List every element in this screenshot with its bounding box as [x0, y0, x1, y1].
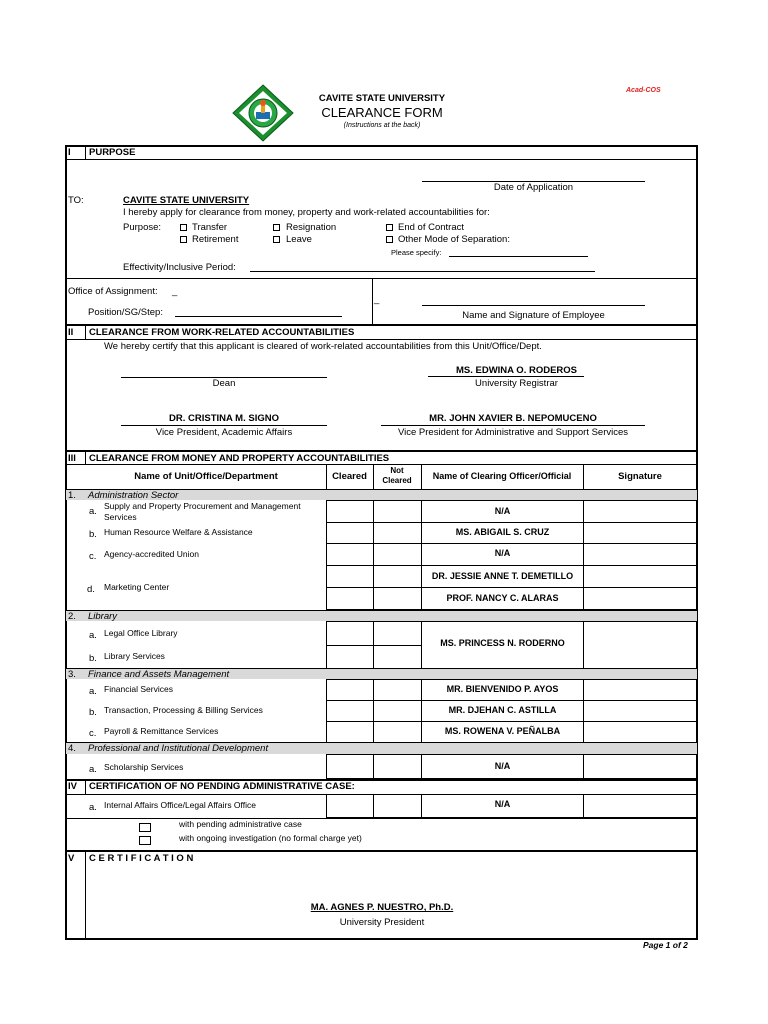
row-3a-cleared-cell[interactable] — [326, 679, 374, 701]
row-3a-not-cleared-cell[interactable] — [373, 679, 422, 701]
vpaa-name: DR. CRISTINA M. SIGNO — [169, 413, 279, 424]
row-1a-label-2: Services — [104, 512, 137, 522]
row-4a-letter: a. — [89, 764, 97, 775]
row-3c-not-cleared-cell[interactable] — [373, 721, 422, 743]
section1-title: PURPOSE — [89, 147, 136, 158]
leave-checkbox[interactable] — [273, 236, 280, 243]
row-1d2-not-cleared-cell[interactable] — [373, 587, 422, 610]
row-1b-officer: MS. ABIGAIL S. CRUZ — [455, 527, 550, 537]
row-1c-cleared-cell[interactable] — [326, 543, 374, 566]
row-3c-label: Payroll & Remittance Services — [104, 726, 219, 736]
section2-certify-text: We hereby certify that this applicant is cleared of work-related accountabilities from this Unit/Office/Dept. — [104, 341, 542, 352]
row-1d1-cleared-cell[interactable] — [326, 565, 374, 588]
row-1a-not-cleared-cell[interactable] — [373, 500, 422, 523]
row-1c-label: Agency-accredited Union — [104, 549, 199, 559]
section4-number: IV — [68, 781, 77, 792]
row-1c-signature-cell[interactable] — [583, 543, 697, 566]
purpose-label: Purpose: — [123, 222, 162, 233]
end-of-contract-label: End of Contract — [398, 222, 465, 233]
row-3a-signature-cell[interactable] — [583, 679, 697, 701]
row-1a-officer: N/A — [494, 506, 511, 516]
sector-4-number: 4. — [68, 743, 76, 754]
resignation-checkbox[interactable] — [273, 224, 280, 231]
form-title: CLEARANCE FORM — [321, 105, 443, 120]
row-1b-not-cleared-cell[interactable] — [373, 522, 422, 544]
ongoing-investigation-checkbox[interactable] — [139, 836, 151, 845]
row-3a-label: Financial Services — [104, 684, 173, 694]
section5-number: V — [68, 853, 75, 864]
row-4a-signature-cell[interactable] — [583, 754, 697, 779]
row-iv-a-not-cleared-cell[interactable] — [373, 794, 422, 818]
row-iv-a-cleared-cell[interactable] — [326, 794, 374, 818]
university-name: CAVITE STATE UNIVERSITY — [318, 93, 446, 104]
retirement-label: Retirement — [192, 234, 239, 245]
row-1b-label: Human Resource Welfare & Assistance — [104, 527, 253, 537]
row-1d2-signature-cell[interactable] — [583, 587, 697, 610]
row-4a-officer: N/A — [494, 761, 511, 771]
row-2b-label: Library Services — [104, 651, 165, 661]
sector-4-title: Professional and Institutional Development — [88, 743, 269, 754]
to-recipient: CAVITE STATE UNIVERSITY — [123, 195, 250, 206]
vpas-name: MR. JOHN XAVIER B. NEPOMUCENO — [429, 413, 597, 424]
row-iv-a-letter: a. — [89, 802, 97, 813]
row-3a-letter: a. — [89, 686, 97, 697]
other-separation-checkbox[interactable] — [386, 236, 393, 243]
row-1b-cleared-cell[interactable] — [326, 522, 374, 544]
row-1c-officer: N/A — [494, 548, 511, 558]
office-of-assignment-label: Office of Assignment: — [68, 286, 158, 297]
vpas-title: Vice President for Administrative and Support Services — [397, 427, 629, 438]
row-3c-signature-cell[interactable] — [583, 721, 697, 743]
row-3c-officer: MS. ROWENA V. PEÑALBA — [444, 726, 561, 736]
row-1d1-officer: DR. JESSIE ANNE T. DEMETILLO — [431, 571, 574, 581]
transfer-label: Transfer — [192, 222, 228, 233]
col-officer-header: Name of Clearing Officer/Official — [432, 471, 572, 481]
col-not-cleared-header-2: Cleared — [382, 476, 412, 485]
row-iv-a-label: Internal Affairs Office/Legal Affairs Office — [104, 800, 256, 810]
row-3b-not-cleared-cell[interactable] — [373, 700, 422, 722]
section3-number: III — [68, 453, 76, 464]
col-not-cleared-header-1: Not — [390, 466, 404, 475]
row-1d1-signature-cell[interactable] — [583, 565, 697, 588]
section1-number: I — [68, 147, 71, 158]
ongoing-investigation-label: with ongoing investigation (no formal charge yet) — [179, 833, 362, 843]
col-signature-header: Signature — [618, 471, 662, 482]
please-specify-field[interactable] — [449, 256, 588, 257]
row-3c-cleared-cell[interactable] — [326, 721, 374, 743]
row-2a-cleared-cell[interactable] — [326, 621, 374, 646]
row-2b-letter: b. — [89, 653, 97, 664]
row-2a-not-cleared-cell[interactable] — [373, 621, 422, 646]
row-iv-a-officer: N/A — [494, 799, 511, 809]
row-1d2-cleared-cell[interactable] — [326, 587, 374, 610]
row-2b-cleared-cell[interactable] — [326, 645, 374, 669]
section2-title: CLEARANCE FROM WORK-RELATED ACCOUNTABILITIES — [89, 327, 355, 338]
row-1a-cleared-cell[interactable] — [326, 500, 374, 523]
vpaa-title: Vice President, Academic Affairs — [155, 427, 293, 438]
col-unit-header: Name of Unit/Office/Department — [134, 471, 278, 482]
row-2b-not-cleared-cell[interactable] — [373, 645, 422, 669]
office-of-assignment-value[interactable]: _ — [172, 286, 178, 297]
divider-mark: _ — [374, 294, 380, 305]
section5-title: C E R T I F I C A T I O N — [89, 853, 194, 864]
row-1a-letter: a. — [89, 506, 97, 517]
row-2-signature-cell[interactable] — [583, 621, 697, 669]
president-title: University President — [339, 917, 425, 928]
row-1a-label-1: Supply and Property Procurement and Management — [104, 501, 301, 511]
row-3b-officer: MR. DJEHAN C. ASTILLA — [448, 705, 557, 715]
row-1c-not-cleared-cell[interactable] — [373, 543, 422, 566]
employee-signature-label: Name and Signature of Employee — [462, 310, 605, 321]
sector-2-number: 2. — [68, 611, 76, 622]
row-1b-signature-cell[interactable] — [583, 522, 697, 544]
to-label: TO: — [68, 195, 84, 206]
leave-label: Leave — [286, 234, 312, 245]
row-1c-letter: c. — [89, 551, 97, 562]
resignation-label: Resignation — [286, 222, 337, 233]
row-1d1-not-cleared-cell[interactable] — [373, 565, 422, 588]
sector-1-title: Administration Sector — [88, 490, 179, 501]
apply-statement: I hereby apply for clearance from money, property and work-related accountabilities for: — [123, 207, 490, 218]
row-4a-label: Scholarship Services — [104, 762, 184, 772]
page-number: Page 1 of 2 — [643, 940, 688, 950]
end-of-contract-checkbox[interactable] — [386, 224, 393, 231]
dean-label: Dean — [212, 378, 236, 389]
row-3a-officer: MR. BIENVENIDO P. AYOS — [446, 684, 559, 694]
row-1b-letter: b. — [89, 529, 97, 540]
row-2a-label: Legal Office Library — [104, 628, 178, 638]
transfer-checkbox[interactable] — [180, 224, 187, 231]
effectivity-field[interactable] — [250, 271, 595, 272]
sector-3-number: 3. — [68, 669, 76, 680]
row-3b-letter: b. — [89, 707, 97, 718]
registrar-title: University Registrar — [475, 378, 558, 389]
row-4a-not-cleared-cell[interactable] — [373, 754, 422, 779]
doc-code: Acad-COS — [626, 87, 661, 94]
row-3b-cleared-cell[interactable] — [326, 700, 374, 722]
section3-title: CLEARANCE FROM MONEY AND PROPERTY ACCOUNTABILITIES — [89, 453, 390, 464]
sector-3-title: Finance and Assets Management — [88, 669, 230, 680]
row-3c-letter: c. — [89, 728, 97, 739]
president-name: MA. AGNES P. NUESTRO, Ph.D. — [310, 902, 454, 913]
sector-2-bar — [66, 611, 697, 621]
col-cleared-header: Cleared — [332, 471, 367, 482]
row-1d2-officer: PROF. NANCY C. ALARAS — [446, 593, 559, 603]
row-3b-label: Transaction, Processing & Billing Services — [104, 705, 263, 715]
sector-1-number: 1. — [68, 490, 76, 501]
date-of-application-label: Date of Application — [493, 182, 574, 193]
row-2-officer: MS. PRINCESS N. RODERNO — [440, 638, 565, 648]
section2-number: II — [68, 327, 74, 338]
retirement-checkbox[interactable] — [180, 236, 187, 243]
row-4a-cleared-cell[interactable] — [326, 754, 374, 779]
row-iv-a-signature-cell[interactable] — [583, 794, 697, 818]
form-subtitle: (Instructions at the back) — [343, 122, 421, 129]
row-1d-label: Marketing Center — [104, 582, 170, 592]
effectivity-label: Effectivity/Inclusive Period: — [123, 262, 236, 273]
please-specify-label: Please specify: — [391, 248, 442, 257]
row-1d-letter: d. — [87, 584, 95, 595]
pending-case-checkbox[interactable] — [139, 823, 151, 832]
position-field[interactable] — [175, 316, 342, 317]
row-2a-letter: a. — [89, 630, 97, 641]
registrar-name: MS. EDWINA O. RODEROS — [455, 365, 578, 376]
position-label: Position/SG/Step: — [88, 307, 163, 318]
row-3b-signature-cell[interactable] — [583, 700, 697, 722]
section4-title: CERTIFICATION OF NO PENDING ADMINISTRATIVE CASE: — [89, 781, 355, 792]
other-separation-label: Other Mode of Separation: — [398, 234, 510, 245]
row-1a-signature-cell[interactable] — [583, 500, 697, 523]
pending-case-label: with pending administrative case — [179, 819, 302, 829]
sector-2-title: Library — [88, 611, 118, 622]
